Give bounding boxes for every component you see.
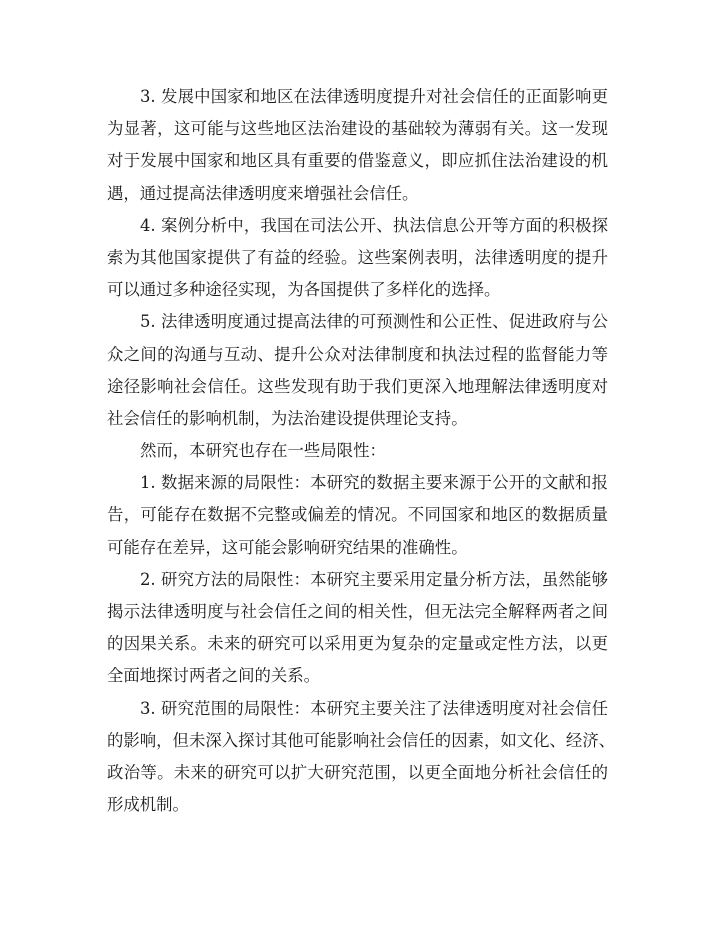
paragraph-line: 揭示法律透明度与社会信任之间的相关性，但无法完全解释两者之间 — [107, 602, 608, 621]
paragraph-line: 可以通过多种途径实现，为各国提供了多样化的选择。 — [107, 280, 501, 300]
paragraph — [107, 564, 608, 693]
paragraph-line: 为显著，这可能与这些地区法治建设的基础较为薄弱有关。这一发现 — [107, 119, 608, 139]
paragraph — [107, 435, 608, 467]
paragraph-line: 政治等。未来的研究可以扩大研究范围，以更全面地分析社会信任的 — [107, 762, 608, 782]
paragraph-line: 社会信任的影响机制，为法治建设提供理论支持。 — [107, 408, 468, 428]
paragraph — [107, 693, 616, 822]
paragraph-line: 4. 案例分析中，我国在司法公开、执法信息公开等方面的积极探 — [140, 215, 608, 235]
paragraph-line: 3. 发展中国家和地区在法律透明度提升对社会信任的正面影响更 — [140, 87, 608, 106]
paragraph-line: 遇，通过提高法律透明度来增强社会信任。 — [107, 183, 419, 203]
paragraph-line: 全面地探讨两者之间的关系。 — [107, 666, 321, 686]
paragraph-line: 告，可能存在数据不完整或偏差的情况。不同国家和地区的数据质量 — [107, 505, 608, 525]
paragraph-line: 的因果关系。未来的研究可以采用更为复杂的定量或定性方法，以更 — [107, 634, 608, 654]
paragraph — [107, 81, 608, 210]
paragraph-line: 3. 研究范围的局限性：本研究主要关注了法律透明度对社会信任 — [140, 698, 608, 718]
paragraph — [107, 210, 608, 307]
paragraph-line: 1. 数据来源的局限性：本研究的数据主要来源于公开的文献和报 — [140, 473, 608, 493]
paragraph-line: 对于发展中国家和地区具有重要的借鉴意义，即应抓住法治建设的机 — [107, 151, 608, 171]
document-page — [107, 81, 616, 821]
paragraph — [107, 306, 608, 435]
paragraph — [107, 467, 608, 564]
paragraph-line: 的影响，但未深入探讨其他可能影响社会信任的因素，如文化、经济、 — [107, 730, 616, 750]
paragraph-line: 然而，本研究也存在一些局限性： — [140, 441, 386, 461]
paragraph-line: 索为其他国家提供了有益的经验。这些案例表明，法律透明度的提升 — [107, 247, 608, 267]
paragraph-line: 众之间的沟通与互动、提升公众对法律制度和执法过程的监督能力等 — [107, 344, 608, 364]
paragraph-line: 途径影响社会信任。这些发现有助于我们更深入地理解法律透明度对 — [107, 376, 608, 396]
paragraph-line: 形成机制。 — [107, 795, 189, 815]
paragraph-line: 可能存在差异，这可能会影响研究结果的准确性。 — [107, 537, 468, 557]
paragraph-line: 5. 法律透明度通过提高法律的可预测性和公正性、促进政府与公 — [140, 312, 608, 332]
paragraph-line: 2. 研究方法的局限性：本研究主要采用定量分析方法，虽然能够 — [140, 569, 608, 589]
